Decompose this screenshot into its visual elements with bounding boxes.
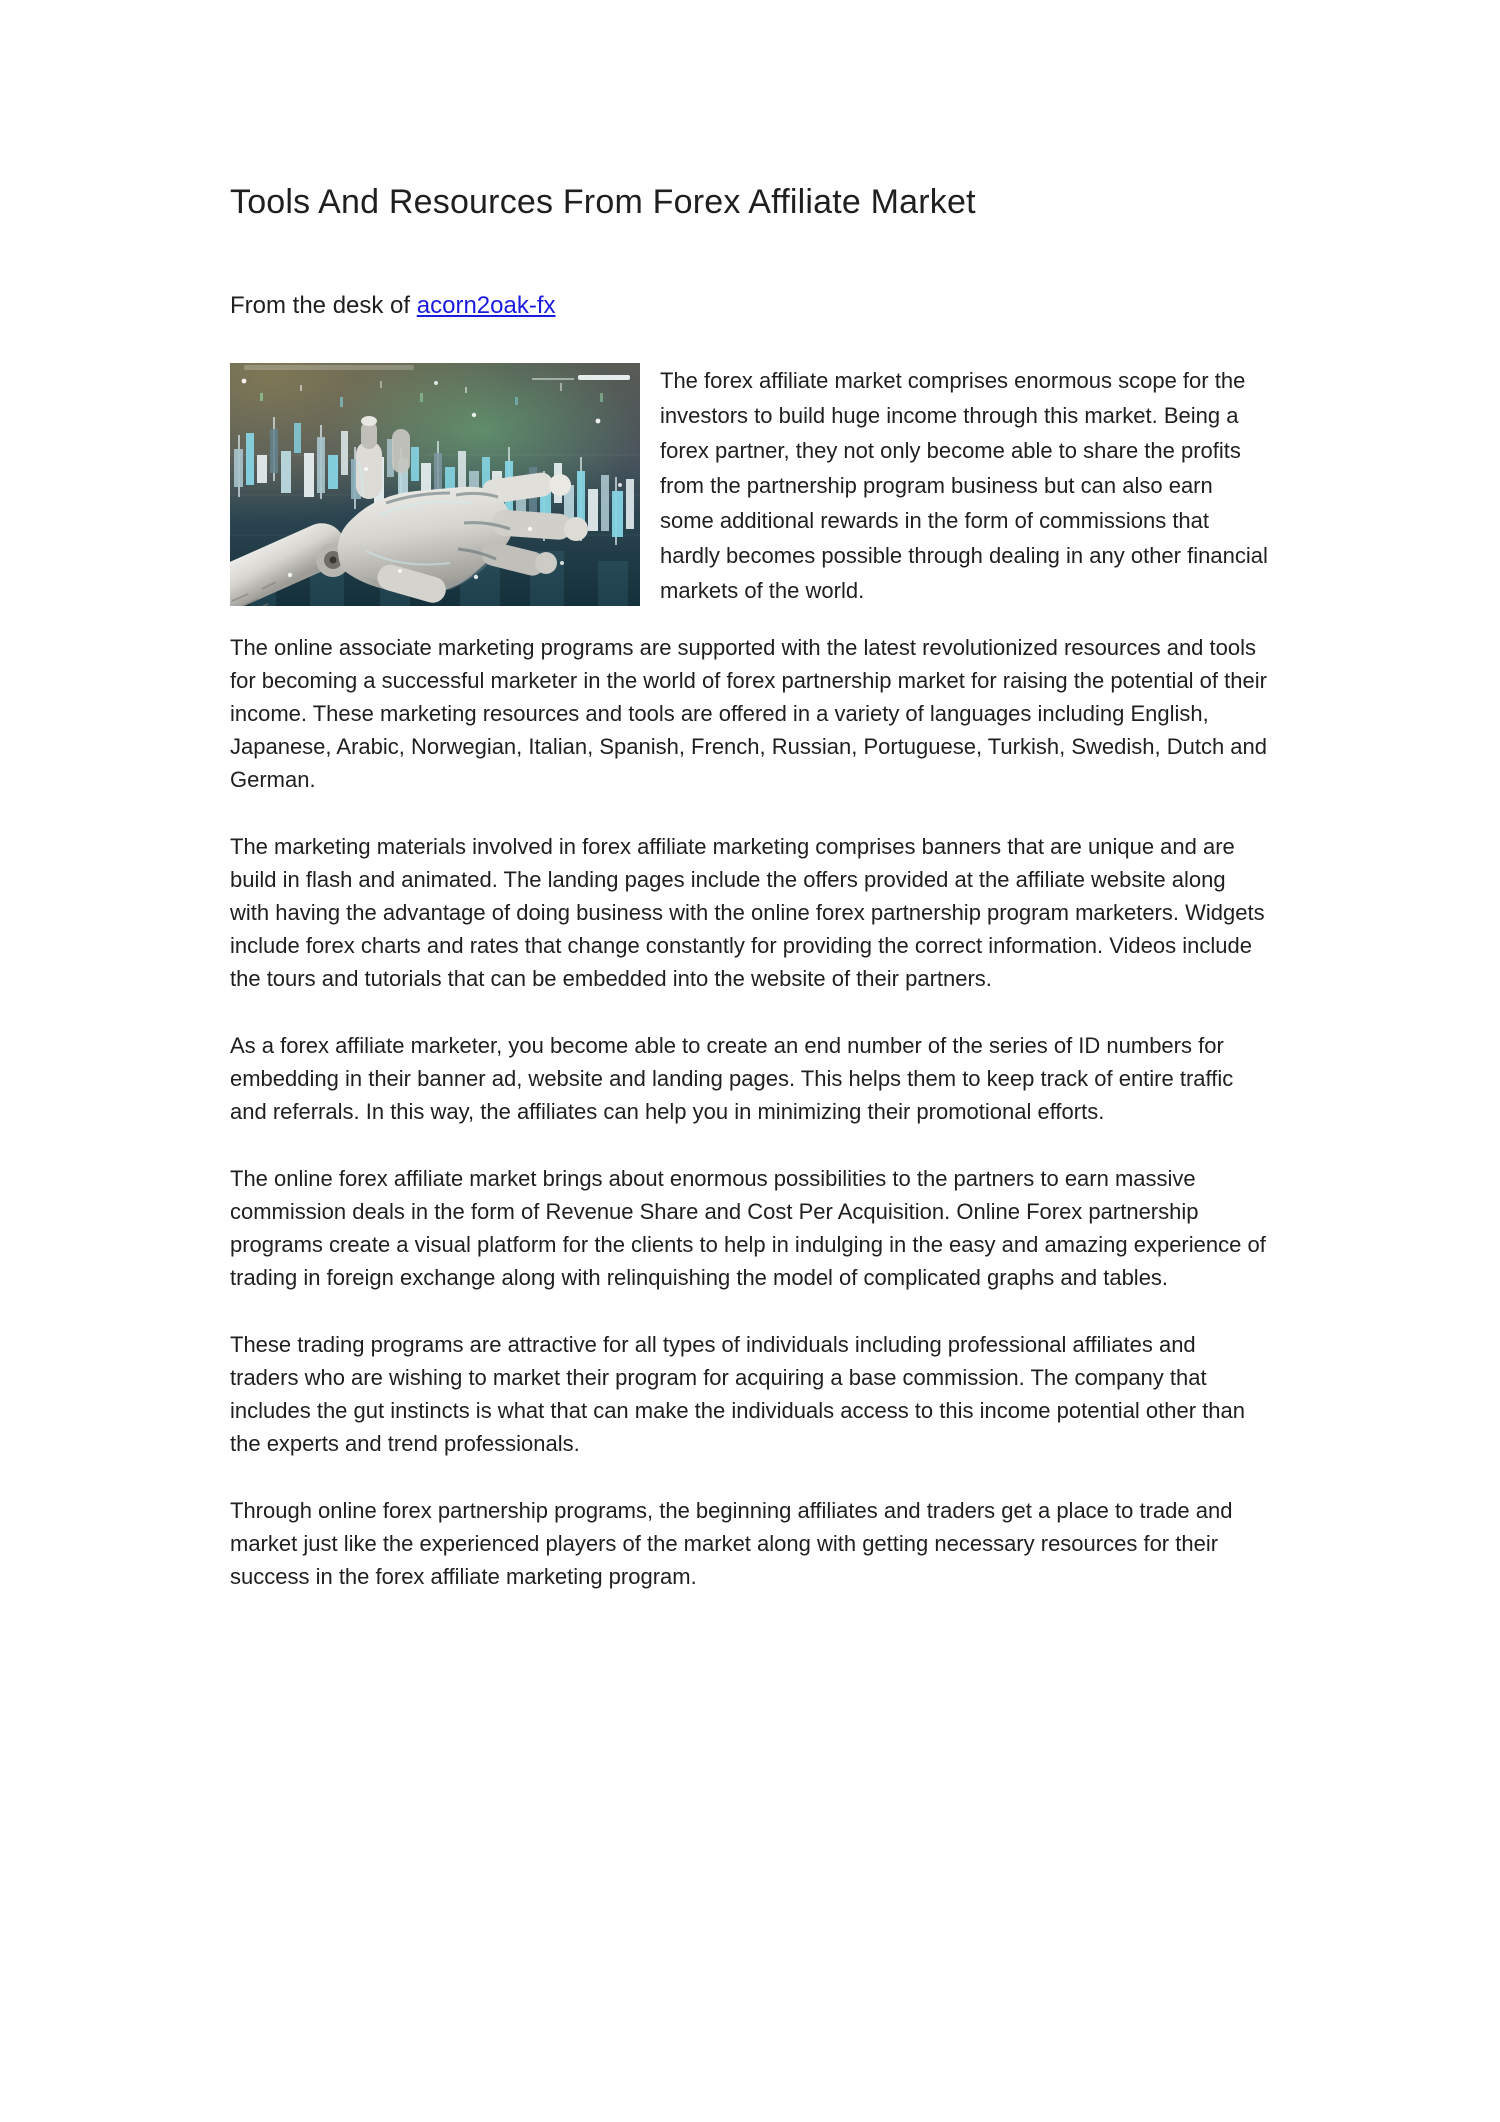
article-body bbox=[230, 631, 1270, 1593]
hero-paragraph: The forex affiliate market comprises enormous scope for the investors to build huge income through this market. Being a forex partner, they not only become able to share the profits from the partnership program business but can also earn some additional rewards in the form of commissions that hardly becomes possible through dealing in any other financial markets of the world. bbox=[660, 367, 1268, 603]
body-paragraph: The marketing materials involved in forex affiliate marketing comprises banners that are unique and are build in flash and animated. The landing pages include the offers provided at the affiliate website along with having the advantage of doing business with the online forex partnership program marketers. Widgets include forex charts and rates that change constantly for providing the correct information. Videos include the tours and tutorials that can be embedded into the website of their partners. bbox=[230, 833, 1265, 991]
acorn2oak-link[interactable]: acorn2oak-fx bbox=[416, 292, 556, 320]
page-title: Tools And Resources From Forex Affiliate Market bbox=[230, 183, 976, 221]
body-paragraph: The online associate marketing programs are supported with the latest revolutionized resources and tools for becoming a successful marketer in the world of forex partnership market for raising the potential of their income. These marketing resources and tools are offered in a variety of languages including English, Japanese, Arabic, Norwegian, Italian, Spanish, French, Russian, Portuguese, Turkish, Swedish, Dutch and German. bbox=[230, 634, 1268, 792]
body-paragraph: These trading programs are attractive for all types of individuals including professional affiliates and traders who are wishing to market their program for acquiring a base commission. The company that includes the gut instincts is what that can make the individuals access to this income potential other than the experts and trend professionals. bbox=[230, 1331, 1246, 1456]
robot-hand-forex-chart-image bbox=[230, 363, 640, 606]
body-paragraph: Through online forex partnership programs, the beginning affiliates and traders get a place to trade and market just like the experienced players of the market along with getting necessary resources for their success in the forex affiliate marketing program. bbox=[230, 1497, 1233, 1589]
hero-section bbox=[230, 363, 1270, 608]
byline bbox=[230, 292, 1270, 321]
body-paragraph: The online forex affiliate market brings about enormous possibilities to the partners to earn massive commission deals in the form of Revenue Share and Cost Per Acquisition. Online Forex partnership programs create a visual platform for the clients to help in indulging in the easy and amazing experience of trading in foreign exchange along with relinquishing the model of complicated graphs and tables. bbox=[230, 1165, 1266, 1290]
byline-text: From the desk of bbox=[230, 292, 417, 320]
body-paragraph: As a forex affiliate marketer, you become able to create an end number of the series of ID numbers for embedding in their banner ad, website and landing pages. This helps them to keep track of entire traffic and referrals. In this way, the affiliates can help you in minimizing their promotional efforts. bbox=[230, 1032, 1234, 1124]
